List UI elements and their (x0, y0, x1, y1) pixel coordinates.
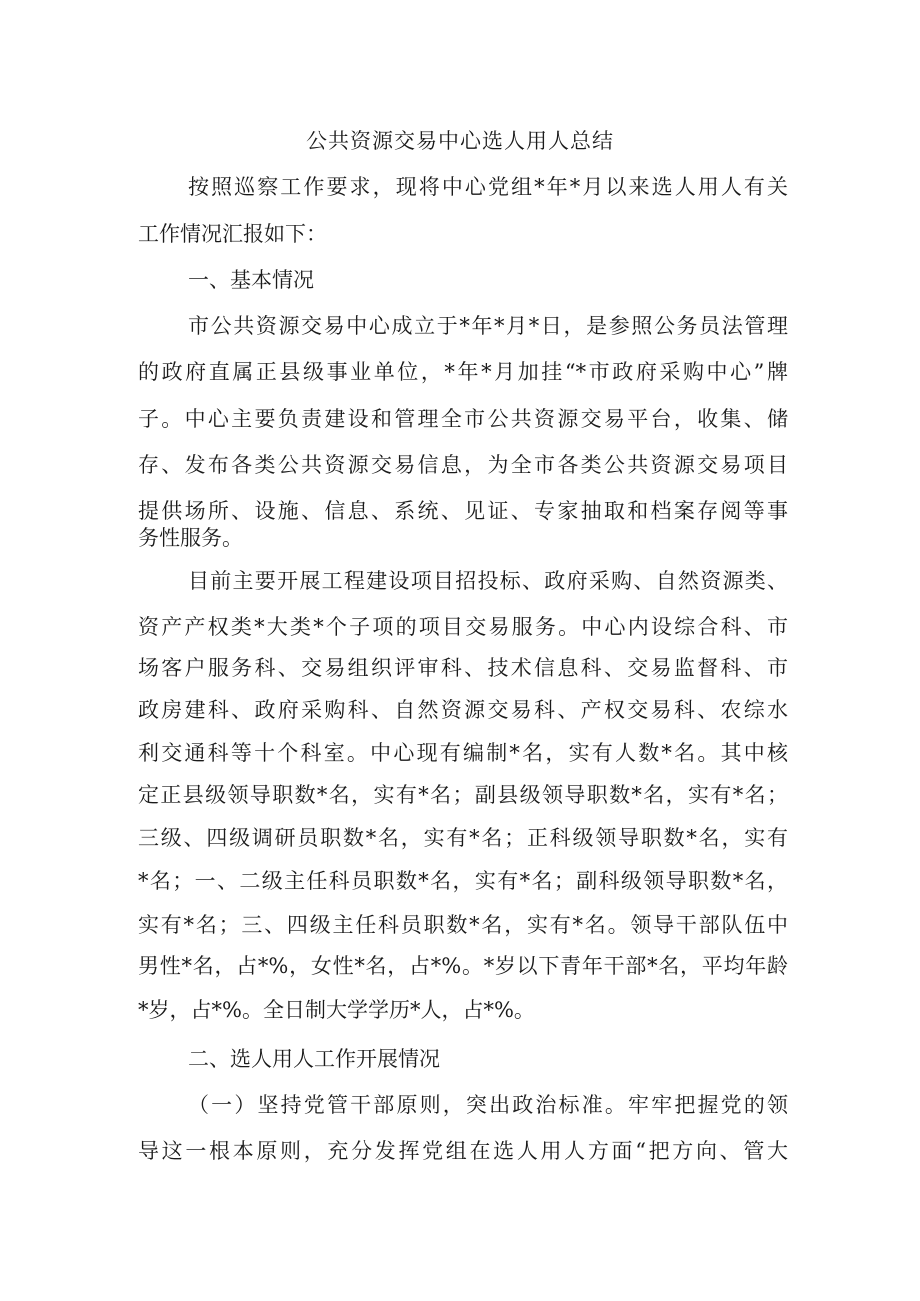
paragraph-line: （一）坚持党管干部原则，突出政治标准。牢牢把握党的领 (188, 1093, 788, 1117)
paragraph-line: 导这一根本原则，充分发挥党组在选人用人方面“把方向、管大 (138, 1139, 788, 1163)
paragraph-line: 实有*名；三、四级主任科员职数*名，实有*名。领导干部队伍中 (138, 913, 788, 937)
paragraph-line: 男性*名，占*%，女性*名，占*%。*岁以下青年干部*名，平均年龄 (138, 954, 788, 978)
paragraph-line: 务性服务。 (138, 526, 243, 550)
section-heading-work: 二、选人用人工作开展情况 (188, 1047, 440, 1071)
paragraph-line: *名；一、二级主任科员职数*名，实有*名；副科级领导职数*名， (138, 869, 788, 893)
paragraph-line: 政房建科、政府采购科、自然资源交易科、产权交易科、农综水 (138, 698, 788, 722)
intro-line-2: 工作情况汇报如下： (138, 222, 327, 246)
paragraph-line: 子。中心主要负责建设和管理全市公共资源交易平台，收集、储 (138, 407, 788, 431)
paragraph-line: 的政府直属正县级事业单位，*年*月加挂“*市政府采购中心”牌 (138, 360, 788, 384)
paragraph-line: 存、发布各类公共资源交易信息，为全市各类公共资源交易项目 (138, 453, 788, 477)
paragraph-line: 资产产权类*大类*个子项的项目交易服务。中心内设综合科、市 (138, 615, 788, 639)
section-heading-basic: 一、基本情况 (188, 268, 314, 292)
paragraph-line: 市公共资源交易中心成立于*年*月*日，是参照公务员法管理 (188, 314, 788, 338)
paragraph-line: 目前主要开展工程建设项目招投标、政府采购、自然资源类、 (188, 569, 788, 593)
paragraph-line: 定正县级领导职数*名，实有*名；副县级领导职数*名，实有*名； (138, 783, 788, 807)
paragraph-line: 三级、四级调研员职数*名，实有*名；正科级领导职数*名，实有 (138, 826, 788, 850)
intro-line-1: 按照巡察工作要求，现将中心党组*年*月以来选人用人有关 (188, 175, 788, 199)
paragraph-line: 利交通科等十个科室。中心现有编制*名，实有人数*名。其中核 (138, 741, 788, 765)
paragraph-line: *岁，占*%。全日制大学学历*人，占*%。 (138, 998, 535, 1022)
document-title: 公共资源交易中心选人用人总结 (306, 129, 614, 153)
paragraph-line: 场客户服务科、交易组织评审科、技术信息科、交易监督科、市 (138, 656, 788, 680)
paragraph-line: 提供场所、设施、信息、系统、见证、专家抽取和档案存阅等事 (138, 499, 788, 523)
